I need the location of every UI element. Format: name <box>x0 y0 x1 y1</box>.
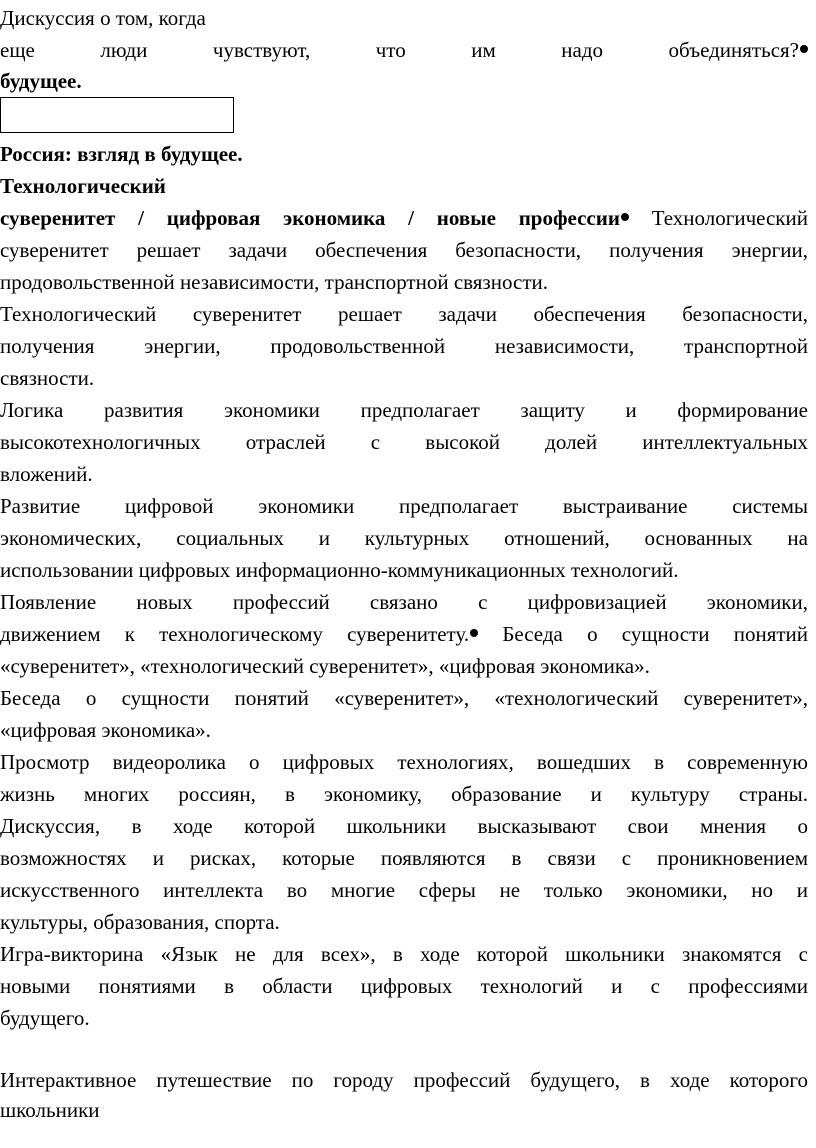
text-span: Технологический <box>628 206 808 230</box>
text-line: Появление новых профессий связано с цифровизацией экономики, <box>0 590 808 614</box>
text-span: Беседа о сущности понятий <box>478 622 809 646</box>
text-line: «цифровая экономика». <box>0 718 211 742</box>
bullet-icon <box>470 629 478 637</box>
text-line: Беседа о сущности понятий «суверенитет», «технологический суверенитет», <box>0 686 808 710</box>
text-line: связности. <box>0 366 95 390</box>
text-line: высокотехнологичных отраслей с высокой долей интеллектуальных <box>0 430 808 454</box>
text-line: Просмотр видеоролика о цифровых технологиях, вошедших в современную <box>0 750 808 774</box>
text-line: Игра-викторина «Язык не для всех», в ходе которой школьники знакомятся с <box>0 942 808 966</box>
text-line <box>0 622 808 646</box>
text-span: еще люди чувствуют, что им надо объединяться? <box>0 38 799 62</box>
bullet-icon <box>621 213 629 221</box>
text-line: Интерактивное путешествие по городу профессий будущего, в ходе которого <box>0 1068 808 1092</box>
text-line: культуры, образования, спорта. <box>0 910 280 934</box>
text-line: суверенитет решает задачи обеспечения безопасности, получения энергии, <box>0 238 808 262</box>
text-line: Дискуссия, в ходе которой школьники высказывают свои мнения о <box>0 814 808 838</box>
section-heading: Технологический <box>0 174 166 198</box>
text-line <box>0 38 808 62</box>
text-span: движением к технологическому суверенитету. <box>0 622 470 646</box>
text-line: Развитие цифровой экономики предполагает выстраивание системы <box>0 494 808 518</box>
text-line: Технологический суверенитет решает задачи обеспечения безопасности, <box>0 302 808 326</box>
text-line: будущее. <box>0 69 82 93</box>
text-line: возможностях и рисках, которые появляются в связи с проникновением <box>0 846 808 870</box>
text-line: «суверенитет», «технологический суверенитет», «цифровая экономика». <box>0 654 650 678</box>
text-line: Логика развития экономики предполагает защиту и формирование <box>0 398 808 422</box>
text-line: экономических, социальных и культурных отношений, основанных на <box>0 526 808 550</box>
empty-text-box <box>0 97 234 133</box>
text-line <box>0 206 808 230</box>
text-line: продовольственной независимости, транспортной связности. <box>0 270 548 294</box>
text-line: новыми понятиями в области цифровых технологий и с профессиями <box>0 974 808 998</box>
text-line: использовании цифровых информационно-коммуникационных технологий. <box>0 558 679 582</box>
text-line: получения энергии, продовольственной независимости, транспортной <box>0 334 808 358</box>
text-line: Дискуссия о том, когда <box>0 6 206 30</box>
section-heading: Россия: взгляд в будущее. <box>0 142 243 166</box>
text-line: школьники <box>0 1098 100 1122</box>
text-line: будущего. <box>0 1006 90 1030</box>
text-line: вложений. <box>0 462 93 486</box>
bullet-icon <box>800 45 808 53</box>
text-line: искусственного интеллекта во многие сферы не только экономики, но и <box>0 878 808 902</box>
text-line: жизнь многих россиян, в экономику, образование и культуру страны. <box>0 782 808 806</box>
text-span-bold: суверенитет / цифровая экономика / новые профессии <box>0 206 620 230</box>
